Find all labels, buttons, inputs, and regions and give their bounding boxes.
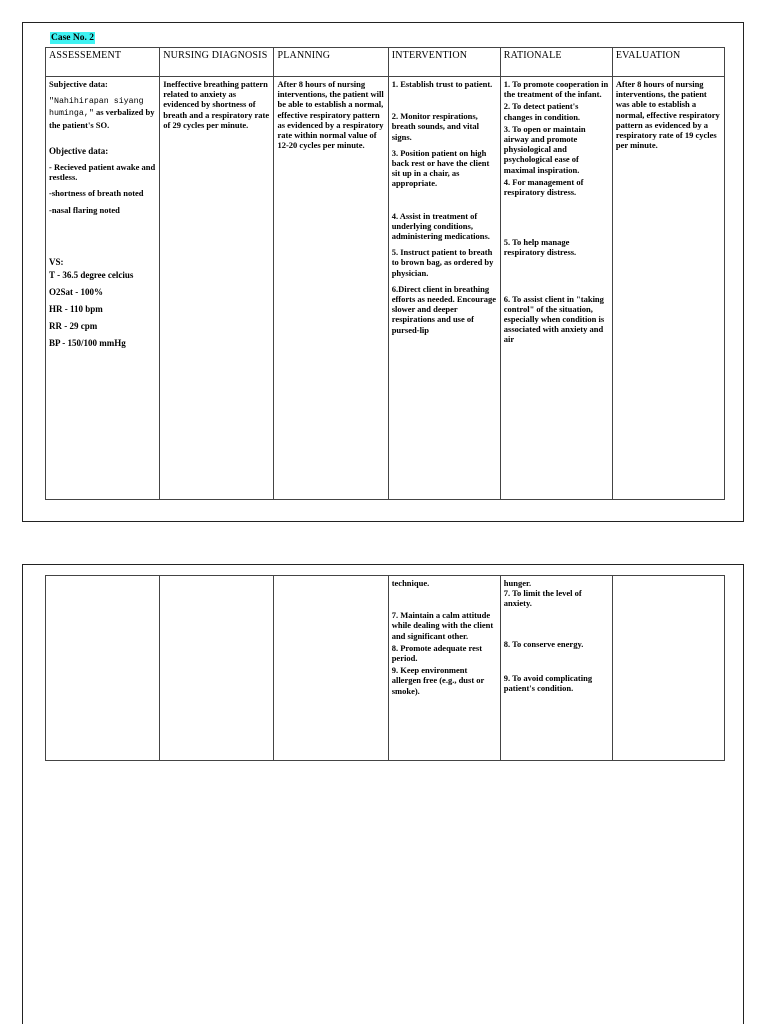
vs-title: VS: (49, 256, 64, 267)
objective-item: - Recieved patient awake and restless. (49, 162, 156, 183)
case-label: Case No. 2 (51, 33, 95, 43)
intervention-item: 3. Position patient on high back rest or have the client sit up in a chair, as appropriate. (391, 147, 490, 189)
rationale-item: 6. To assist client in "taking control" of the situation, especially when condition is associated with anxiety and air (503, 293, 605, 345)
rationale-item: 7. To limit the level of anxiety. (503, 588, 582, 609)
intervention-item: 5. Instruct patient to breath to brown bag, as ordered by physician. (391, 247, 494, 278)
intervention-cell (388, 576, 500, 761)
header-evaluation: EVALUATION (612, 48, 724, 77)
objective-item: -nasal flaring noted (49, 204, 120, 215)
planning-cell: After 8 hours of nursing interventions, the patient will be able to establish a normal, effective respiratory pattern as evidenced by a respiratory rate within normal value of 12-20 cycles per minute. (274, 77, 388, 500)
vs-item: T - 36.5 degree celcius (49, 270, 134, 281)
rationale-item: 2. To detect patient's changes in condition. (503, 101, 581, 122)
rationale-cell (500, 576, 612, 761)
intervention-item: 1. Establish trust to patient. (391, 79, 493, 89)
vs-item: O2Sat - 100% (49, 287, 103, 298)
nursing-care-plan-table-continued (45, 575, 725, 761)
subjective-title: Subjective data: (49, 79, 108, 89)
intervention-item: 6.Direct client in breathing efforts as needed. Encourage slower and deeper respirations and use of pursed-lip (391, 283, 497, 335)
assessment-cell (46, 77, 160, 500)
vs-item: RR - 29 cpm (49, 321, 98, 332)
header-assessment: ASSESSEMENT (46, 48, 160, 77)
header-planning: PLANNING (274, 48, 388, 77)
nursing-diagnosis-cell: Ineffective breathing pattern related to anxiety as evidenced by shortness of breath and a respiratory rate of 29 cycles per minute. (160, 77, 274, 500)
header-rationale: RATIONALE (500, 48, 612, 77)
rationale-item: 8. To conserve energy. (503, 638, 584, 649)
evaluation-cell: After 8 hours of nursing interventions, the patient was able to establish a normal, effective respiratory pattern as evidenced by a respiratory rate of 19 cycles per minute. (612, 77, 724, 500)
assessment-cell-empty (46, 576, 160, 761)
intervention-item: technique. (391, 578, 430, 588)
vs-item: BP - 150/100 mmHg (49, 338, 126, 349)
intervention-item: 2. Monitor respirations, breath sounds, and vital signs. (391, 111, 479, 142)
intervention-item: 7. Maintain a calm attitude while dealing with the client and significant other. (391, 610, 494, 641)
table-row (46, 576, 725, 761)
intervention-item: 4. Assist in treatment of underlying conditions, administering medications. (391, 210, 490, 242)
table-row (46, 77, 725, 500)
nursing-care-plan-table (45, 47, 725, 500)
planning-cell-empty (274, 576, 388, 761)
rationale-cell (500, 77, 612, 500)
intervention-cell (388, 77, 500, 500)
rationale-item: 1. To promote cooperation in the treatment of the infant. (503, 79, 609, 100)
rationale-item: 3. To open or maintain airway and promote physiological and psychological ease of maximal inspiration. (503, 123, 586, 175)
nursing-diagnosis-cell-empty (160, 576, 274, 761)
rationale-item: 9. To avoid complicating patient's condition. (503, 672, 593, 694)
header-nursing-diagnosis: NURSING DIAGNOSIS (160, 48, 274, 77)
objective-title: Objective data: (49, 145, 109, 156)
evaluation-cell-empty (612, 576, 724, 761)
objective-item: -shortness of breath noted (49, 188, 144, 199)
intervention-item: 8. Promote adequate rest period. (391, 642, 483, 664)
rationale-item: 4. For management of respiratory distress. (503, 176, 584, 198)
vs-item: HR - 110 bpm (49, 304, 103, 315)
rationale-item: 5. To help manage respiratory distress. (503, 237, 577, 258)
document-page-2 (22, 564, 744, 1024)
subjective-quote-suffix: as verbalized by the patient's SO. (49, 107, 155, 130)
table-header-row (46, 48, 725, 77)
subjective-quote: "Nahihirapan siyang huminga," (49, 97, 144, 119)
document-page-1 (22, 22, 744, 522)
header-intervention: INTERVENTION (388, 48, 500, 77)
subjective-quote-line (49, 95, 156, 130)
intervention-item: 9. Keep environment allergen free (e.g., dust or smoke). (391, 665, 485, 696)
rationale-item: hunger. (503, 578, 532, 588)
